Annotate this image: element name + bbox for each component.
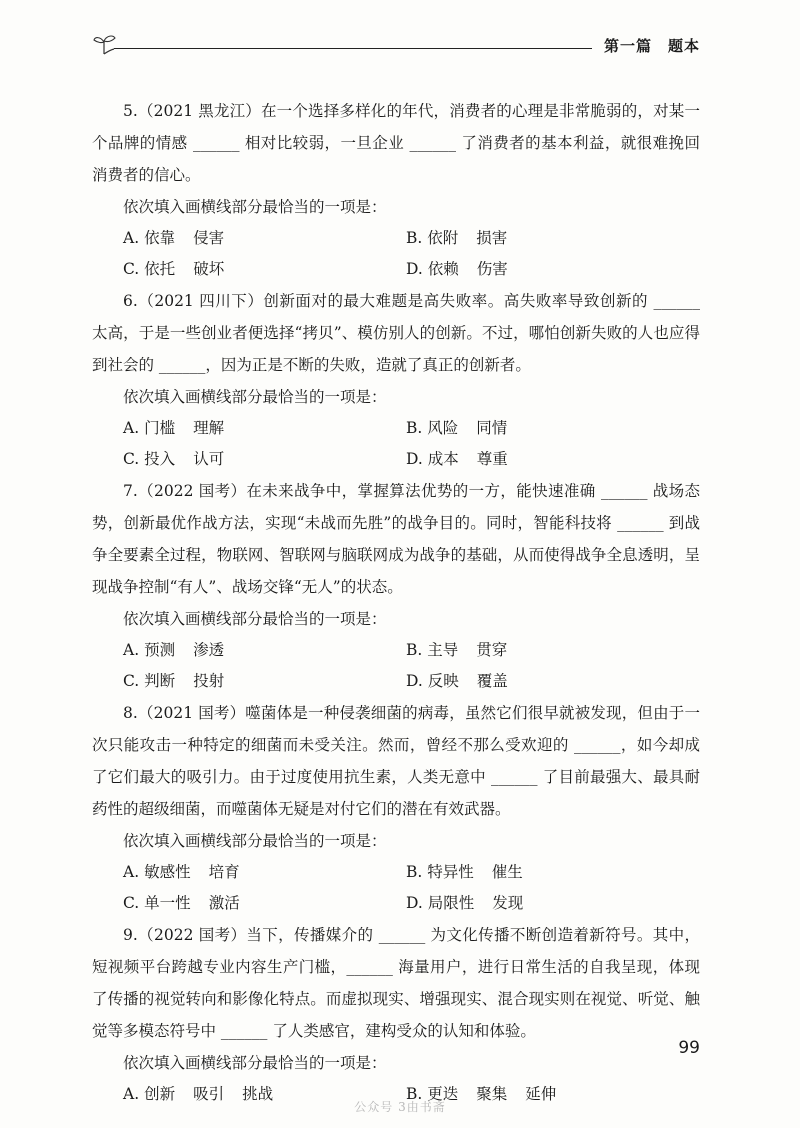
option-b[interactable]: B. 风险 同情 [406, 419, 508, 437]
watermark: 公众号 3由书斋 [354, 1100, 446, 1114]
option-list [92, 413, 700, 475]
question-prompt: 依次填入画横线部分最恰当的一项是： [123, 1054, 387, 1072]
option-a[interactable]: A. 预测 渗透 [123, 641, 225, 659]
option-c[interactable]: C. 依托 破坏 [123, 260, 225, 278]
option-c[interactable]: C. 判断 投射 [123, 672, 225, 690]
page-number: 99 [678, 1038, 700, 1058]
option-list [92, 223, 700, 285]
option-d[interactable]: D. 成本 尊重 [406, 450, 508, 468]
question-stem: 7.（2022 国考）在未来战争中，掌握算法优势的一方，能快速准确 ______ 战场态势，创新最优作战方法，实现“未战而先胜”的战争目的。同时，智能科技将 ______ 到战争全要素全过程，物联网、智联网与脑联网成为战争的基础，从而使得战争全息透明，呈现战争控制“有人”、战场交锋“无人”的状态。 [92, 482, 700, 596]
option-b[interactable]: B. 特异性 催生 [406, 863, 523, 881]
question-prompt: 依次填入画横线部分最恰当的一项是： [123, 610, 387, 628]
question-5 [92, 95, 700, 285]
option-b[interactable]: B. 依附 损害 [406, 229, 508, 247]
option-a[interactable]: A. 依靠 侵害 [123, 229, 225, 247]
sprout-icon [92, 32, 118, 58]
question-6 [92, 285, 700, 475]
option-d[interactable]: D. 局限性 发现 [406, 894, 524, 912]
question-prompt: 依次填入画横线部分最恰当的一项是： [123, 832, 387, 850]
question-prompt: 依次填入画横线部分最恰当的一项是： [123, 198, 387, 216]
question-9 [92, 919, 700, 1110]
page-header [92, 32, 700, 60]
question-7 [92, 475, 700, 697]
option-b[interactable]: B. 主导 贯穿 [406, 641, 508, 659]
question-8 [92, 697, 700, 919]
option-a[interactable]: A. 敏感性 培育 [123, 863, 240, 881]
question-stem: 9.（2022 国考）当下，传播媒介的 ______ 为文化传播不断创造着新符号。其中，短视频平台跨越专业内容生产门槛，______ 海量用户，进行日常生活的自我呈现，体现了传播的视觉转向和影像化特点。而虚拟现实、增强现实、混合现实则在视觉、听觉、触觉等多模态符号中 ______ 了人类感官，建构受众的认知和体验。 [92, 926, 700, 1040]
option-c[interactable]: C. 投入 认可 [123, 450, 225, 468]
question-prompt: 依次填入画横线部分最恰当的一项是： [123, 388, 387, 406]
header-rule [114, 48, 592, 49]
option-d[interactable]: D. 依赖 伤害 [406, 260, 508, 278]
question-stem: 5.（2021 黑龙江）在一个选择多样化的年代，消费者的心理是非常脆弱的，对某一个品牌的情感 ______ 相对比较弱，一旦企业 ______ 了消费者的基本利益，就很难挽回消费者的信心。 [92, 102, 700, 184]
option-a[interactable]: A. 门槛 理解 [123, 419, 225, 437]
option-b[interactable]: B. 更迭 聚集 延伸 [406, 1085, 557, 1103]
question-stem: 8.（2021 国考）噬菌体是一种侵袭细菌的病毒，虽然它们很早就被发现，但由于一次只能攻击一种特定的细菌而未受关注。然而，曾经不那么受欢迎的 ______，如今却成了它们最大的吸引力。由于过度使用抗生素，人类无意中 ______ 了目前最强大、最具耐药性的超级细菌，而噬菌体无疑是对付它们的潜在有效武器。 [92, 704, 700, 818]
option-list [92, 635, 700, 697]
option-list [92, 857, 700, 919]
option-d[interactable]: D. 反映 覆盖 [406, 672, 508, 690]
option-a[interactable]: A. 创新 吸引 挑战 [123, 1085, 274, 1103]
section-title: 第一篇 题本 [603, 37, 700, 55]
option-c[interactable]: C. 单一性 激活 [123, 894, 240, 912]
question-list [92, 95, 700, 1110]
question-stem: 6.（2021 四川下）创新面对的最大难题是高失败率。高失败率导致创新的 ______ 太高，于是一些创业者便选择“拷贝”、模仿别人的创新。不过，哪怕创新失败的人也应得到社会的 ______，因为正是不断的失败，造就了真正的创新者。 [92, 292, 700, 374]
